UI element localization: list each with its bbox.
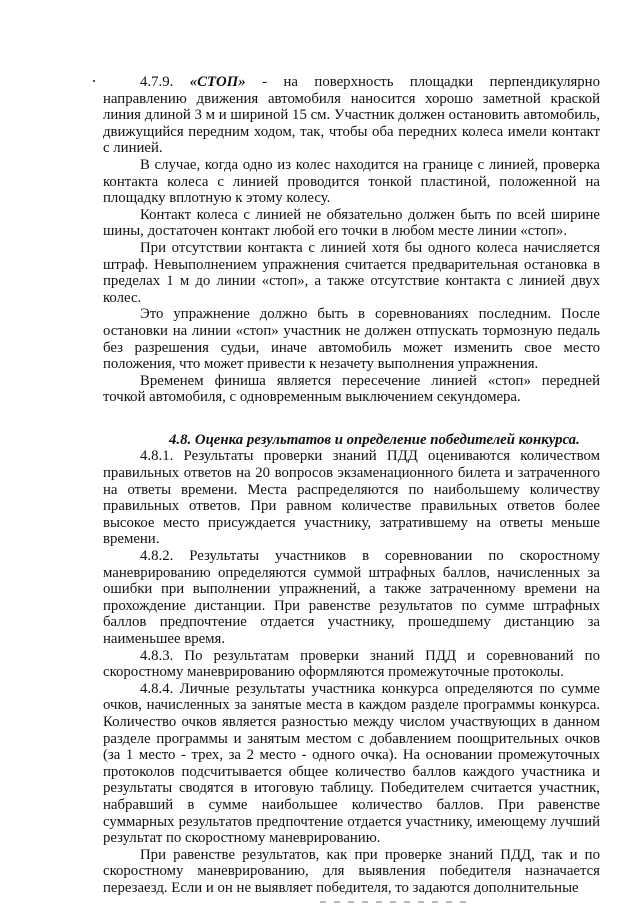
paragraph-4-8-1: 4.8.1. Результаты проверки знаний ПДД оцениваются количеством правильных ответов на 20 вопросов экзаменационного билета и затраченного на ответы времени. Места распределяются по наибольшему количеству правильных ответов. При равном количестве правильных ответов более высокое место присуждается участнику, затратившему на ответы меньше времени. — [103, 448, 600, 548]
scan-speck — [93, 80, 95, 82]
clause-number: 4.7.9. — [140, 74, 174, 90]
scan-artifact-line — [320, 901, 470, 903]
paragraph-tie-break: При равенстве результатов, как при проверке знаний ПДД, так и по скоростному маневрированию, для выявления победителя назначается перезаезд. Если и он не выявляет победителя, то задаются дополнительные — [103, 846, 600, 896]
paragraph-4-8-3: 4.8.3. По результатам проверки знаний ПДД и соревнований по скоростному маневрированию оформляются промежуточные протоколы. — [103, 647, 600, 681]
document-page — [103, 74, 600, 897]
paragraph-penalty: При отсутствии контакта с линией хотя бы одного колеса начисляется штраф. Невыполнением упражнения считается предварительная остановка в пределах 1 м до линии «стоп», а также отсутствие контакта с линией двух колес. — [103, 239, 600, 306]
paragraph-finish-time: Временем финиша является пересечение линией «стоп» передней точкой автомобиля, с одновременным выключением секундомера. — [103, 372, 600, 406]
clause-text: - на поверхность площадки перпендикулярно направлению движения автомобиля наносится хорошо заметной краской линия длиной 3 м и шириной 15 см. Участник должен остановить автомобиль, движущийся передним ходом, так, чтобы оба передних колеса имели контакт с линией. — [103, 74, 600, 157]
paragraph-4-7-9 — [103, 74, 600, 157]
paragraph-contact-width: Контакт колеса с линией не обязательно должен быть по всей ширине шины, достаточен контакт любой его точки в любом месте линии «стоп». — [103, 206, 600, 240]
paragraph-last-exercise: Это упражнение должно быть в соревнованиях последним. После остановки на линии «стоп» участник не должен отпускать тормозную педаль без разрешения судьи, иначе автомобиль может изменить свое место положения, что может привести к незачету выполнения упражнения. — [103, 306, 600, 373]
section-heading: 4.8. Оценка результатов и определение победителей конкурса. — [169, 431, 580, 448]
paragraph-4-8-2: 4.8.2. Результаты участников в соревновании по скоростному маневрированию определяются суммой штрафных баллов, начисленных за ошибки при выполнении упражнений, а также затраченному времени на прохождение дистанции. При равенстве результатов по сумме штрафных баллов предпочтение отдается участнику, прошедшему дистанцию за наименьшее время. — [103, 548, 600, 647]
paragraph-contact-border: В случае, когда одно из колес находится на границе с линией, проверка контакта колеса с линией проводится тонкой пластиной, положенной на площадку вплотную к этому колесу. — [103, 156, 600, 207]
stop-term: «СТОП» — [189, 74, 246, 90]
paragraph-4-8-4: 4.8.4. Личные результаты участника конкурса определяются по сумме очков, начисленных за занятые места в каждом разделе программы конкурса. Количество очков является разностью между числом участвующих в данном разделе программы и занятым местом с добавлением поощрительных очков (за 1 место - трех, за 2 место - одного очка). На основании промежуточных протоколов подсчитывается общее количество баллов каждого участника и результаты сводятся в итоговую таблицу. Победителем считается участник, набравший в сумме наибольшее количество баллов. При равенстве суммарных результатов предпочтение отдается участнику, имеющему лучший результат по скоростному маневрированию. — [103, 680, 600, 847]
